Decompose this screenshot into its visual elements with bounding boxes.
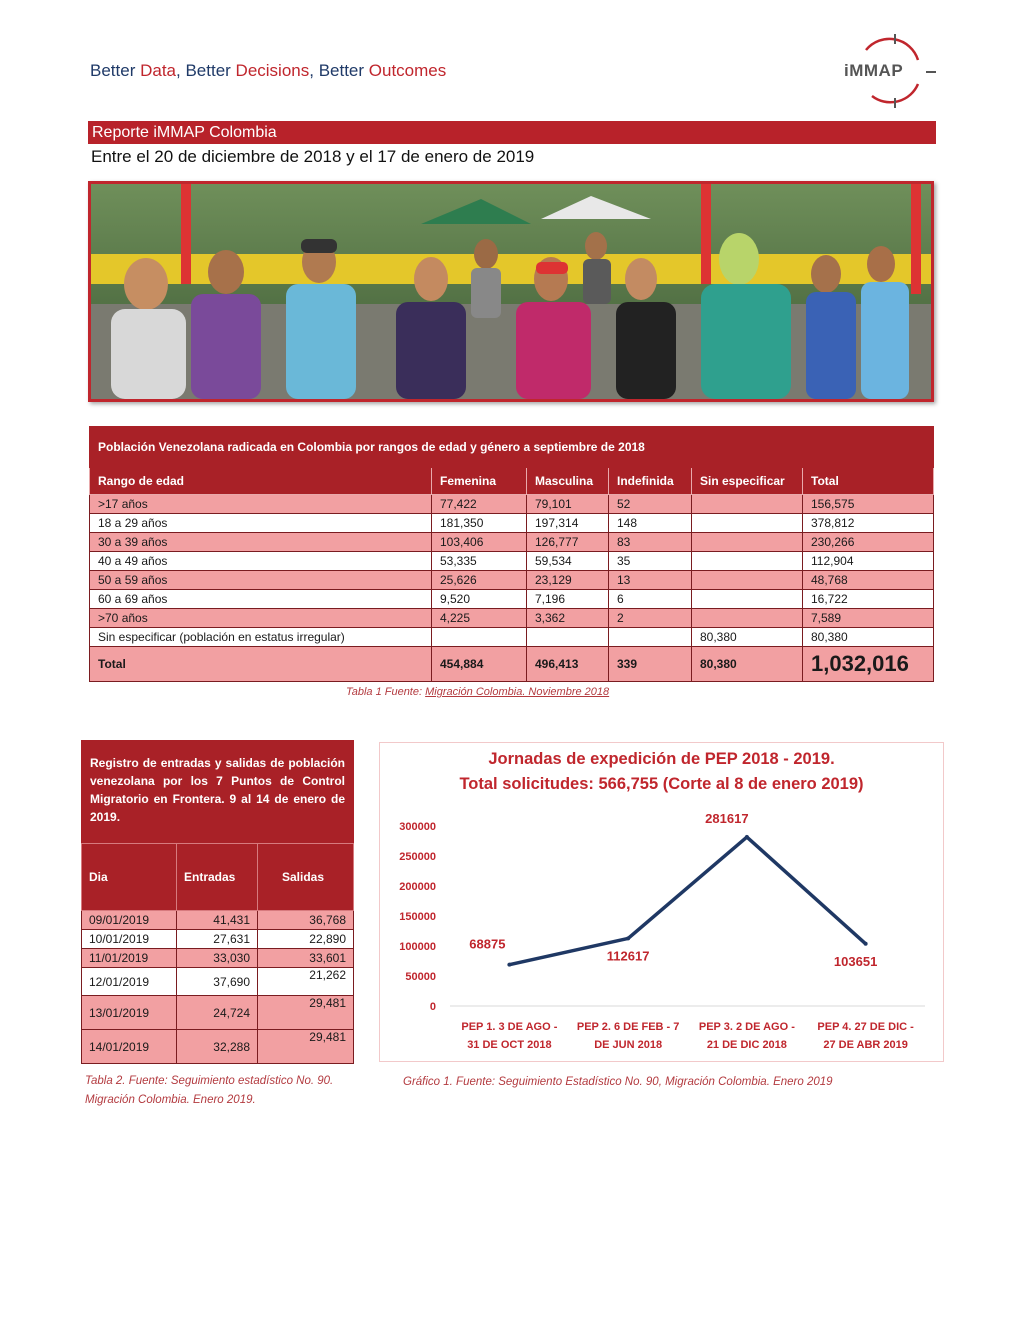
data-label: 103651 bbox=[833, 953, 878, 969]
table-row bbox=[90, 628, 934, 647]
table2-source: Tabla 2. Fuente: Seguimiento estadístico No. 90. Migración Colombia. Enero 2019. bbox=[85, 1075, 334, 1106]
col-header: Dia bbox=[82, 844, 177, 911]
x-tick-label: PEP 2. 6 DE FEB - 7 bbox=[576, 1021, 680, 1033]
cell bbox=[692, 533, 803, 552]
col-header: Femenina bbox=[432, 468, 527, 495]
x-tick-label: 21 DE DIC 2018 bbox=[706, 1039, 787, 1051]
col-header: Sin especificar bbox=[692, 468, 803, 495]
table-row bbox=[82, 1030, 354, 1064]
cell: 52 bbox=[609, 495, 692, 514]
cell: 3,362 bbox=[527, 609, 609, 628]
crowd-photo bbox=[88, 181, 934, 402]
tagline-part: Outcomes bbox=[368, 61, 447, 80]
cell: 25,626 bbox=[432, 571, 527, 590]
x-tick-label: PEP 3. 2 DE AGO - bbox=[698, 1021, 795, 1033]
cell: 16,722 bbox=[803, 590, 934, 609]
cell: 230,266 bbox=[803, 533, 934, 552]
tagline bbox=[90, 61, 446, 81]
data-point bbox=[864, 942, 868, 946]
tagline-part: , Better bbox=[309, 61, 369, 80]
cell: 11/01/2019 bbox=[82, 949, 177, 968]
col-header: Salidas bbox=[258, 844, 354, 911]
cell: 10/01/2019 bbox=[82, 930, 177, 949]
cell: 27,631 bbox=[177, 930, 258, 949]
table-row bbox=[90, 590, 934, 609]
y-tick-label: 300000 bbox=[399, 821, 436, 833]
cell: 23,129 bbox=[527, 571, 609, 590]
cell: 33,601 bbox=[258, 949, 354, 968]
y-tick-label: 100000 bbox=[399, 941, 436, 953]
cell: 13/01/2019 bbox=[82, 996, 177, 1030]
data-point bbox=[507, 963, 511, 967]
table2-title: Registro de entradas y salidas de población venezolana por los 7 Puntos de Control Migratorio en Frontera. 9 al 14 de enero de 2019. bbox=[81, 740, 354, 844]
cell: 77,422 bbox=[432, 495, 527, 514]
cell: 35 bbox=[609, 552, 692, 571]
cell: 148 bbox=[609, 514, 692, 533]
x-tick-label: DE JUN 2018 bbox=[594, 1039, 663, 1051]
cell bbox=[692, 552, 803, 571]
cell: 59,534 bbox=[527, 552, 609, 571]
source-link[interactable]: Migración Colombia. Noviembre 2018 bbox=[425, 686, 610, 698]
x-tick-label: 31 DE OCT 2018 bbox=[467, 1039, 552, 1051]
pep-chart bbox=[379, 742, 944, 1062]
data-point bbox=[626, 936, 630, 940]
x-tick-label: PEP 4. 27 DE DIC - bbox=[817, 1021, 914, 1033]
cell bbox=[692, 495, 803, 514]
cell: 29,481 bbox=[258, 996, 354, 1030]
table-row bbox=[82, 911, 354, 930]
cell: 36,768 bbox=[258, 911, 354, 930]
cell: 12/01/2019 bbox=[82, 968, 177, 996]
cell: >17 años bbox=[90, 495, 432, 514]
table-row bbox=[90, 609, 934, 628]
cell bbox=[432, 628, 527, 647]
col-header: Rango de edad bbox=[90, 468, 432, 495]
cell: 13 bbox=[609, 571, 692, 590]
col-header: Total bbox=[803, 468, 934, 495]
chart-plot bbox=[380, 743, 943, 1061]
cell: 40 a 49 años bbox=[90, 552, 432, 571]
cell: 37,690 bbox=[177, 968, 258, 996]
col-header: Masculina bbox=[527, 468, 609, 495]
table-row bbox=[82, 930, 354, 949]
cell: 156,575 bbox=[803, 495, 934, 514]
table1-source bbox=[346, 686, 609, 698]
cell: 80,380 bbox=[803, 628, 934, 647]
series-line bbox=[509, 837, 865, 965]
cell: 33,030 bbox=[177, 949, 258, 968]
cell: 83 bbox=[609, 533, 692, 552]
table-row bbox=[90, 533, 934, 552]
cell: 454,884 bbox=[432, 647, 527, 682]
cell: 378,812 bbox=[803, 514, 934, 533]
logo-text: iMMAP bbox=[844, 61, 904, 80]
cell: 30 a 39 años bbox=[90, 533, 432, 552]
grand-total: 1,032,016 bbox=[803, 647, 934, 682]
crowd-image bbox=[91, 184, 931, 399]
cell: 24,724 bbox=[177, 996, 258, 1030]
cell: 80,380 bbox=[692, 647, 803, 682]
table-row bbox=[90, 571, 934, 590]
x-tick-label: PEP 1. 3 DE AGO - bbox=[461, 1021, 558, 1033]
col-header: Entradas bbox=[177, 844, 258, 911]
y-tick-label: 0 bbox=[429, 1001, 436, 1013]
cell: 53,335 bbox=[432, 552, 527, 571]
cell: 79,101 bbox=[527, 495, 609, 514]
tagline-part: Better bbox=[90, 61, 141, 80]
table-row bbox=[90, 514, 934, 533]
y-tick-label: 50000 bbox=[405, 971, 436, 983]
y-tick-label: 200000 bbox=[399, 881, 436, 893]
cell: 18 a 29 años bbox=[90, 514, 432, 533]
cell: 103,406 bbox=[432, 533, 527, 552]
immap-logo bbox=[836, 32, 940, 110]
cell: 126,777 bbox=[527, 533, 609, 552]
table-row bbox=[82, 949, 354, 968]
cell: 21,262 bbox=[258, 968, 354, 996]
cell: Total bbox=[90, 647, 432, 682]
data-label: 68875 bbox=[469, 936, 506, 952]
migration-table bbox=[81, 843, 354, 1064]
cell: 197,314 bbox=[527, 514, 609, 533]
cell: 14/01/2019 bbox=[82, 1030, 177, 1064]
cell bbox=[527, 628, 609, 647]
cell: 339 bbox=[609, 647, 692, 682]
data-point bbox=[745, 835, 749, 839]
y-tick-label: 250000 bbox=[399, 851, 436, 863]
report-title: Reporte iMMAP Colombia bbox=[88, 121, 936, 144]
tagline-part: Decisions bbox=[235, 61, 310, 80]
data-label: 112617 bbox=[606, 948, 650, 964]
cell: 60 a 69 años bbox=[90, 590, 432, 609]
table1-caption: Población Venezolana radicada en Colombia por rangos de edad y género a septiembre de 2018 bbox=[90, 427, 934, 468]
x-tick-label: 27 DE ABR 2019 bbox=[823, 1039, 908, 1051]
cell: 7,196 bbox=[527, 590, 609, 609]
cell: 50 a 59 años bbox=[90, 571, 432, 590]
table-row bbox=[90, 495, 934, 514]
cell: 32,288 bbox=[177, 1030, 258, 1064]
chart-source: Gráfico 1. Fuente: Seguimiento Estadístico No. 90, Migración Colombia. Enero 2019 bbox=[403, 1076, 833, 1088]
table-row bbox=[82, 996, 354, 1030]
source-prefix: Tabla 1 Fuente: bbox=[346, 686, 426, 698]
cell: 29,481 bbox=[258, 1030, 354, 1064]
cell: 22,890 bbox=[258, 930, 354, 949]
cell: 80,380 bbox=[692, 628, 803, 647]
cell: 4,225 bbox=[432, 609, 527, 628]
cell: Sin especificar (población en estatus irregular) bbox=[90, 628, 432, 647]
cell: 496,413 bbox=[527, 647, 609, 682]
table-row bbox=[82, 968, 354, 996]
cell: 09/01/2019 bbox=[82, 911, 177, 930]
cell: 48,768 bbox=[803, 571, 934, 590]
tagline-part: , Better bbox=[176, 61, 236, 80]
population-table bbox=[89, 426, 934, 682]
cell: 9,520 bbox=[432, 590, 527, 609]
cell: >70 años bbox=[90, 609, 432, 628]
data-label: 281617 bbox=[705, 811, 749, 827]
report-subtitle: Entre el 20 de diciembre de 2018 y el 17 de enero de 2019 bbox=[91, 147, 535, 166]
tagline-part: Data bbox=[140, 61, 177, 80]
col-header: Indefinida bbox=[609, 468, 692, 495]
cell bbox=[692, 514, 803, 533]
table-row bbox=[90, 552, 934, 571]
cell bbox=[692, 590, 803, 609]
cell bbox=[692, 571, 803, 590]
cell bbox=[692, 609, 803, 628]
cell: 6 bbox=[609, 590, 692, 609]
total-row bbox=[90, 647, 934, 682]
cell: 112,904 bbox=[803, 552, 934, 571]
chart-title-line2: Total solicitudes: 566,755 (Corte al 8 de enero 2019) bbox=[459, 775, 864, 793]
cell bbox=[609, 628, 692, 647]
cell: 7,589 bbox=[803, 609, 934, 628]
cell: 2 bbox=[609, 609, 692, 628]
cell: 181,350 bbox=[432, 514, 527, 533]
cell: 41,431 bbox=[177, 911, 258, 930]
chart-title-line1: Jornadas de expedición de PEP 2018 - 2019. bbox=[488, 750, 835, 768]
y-tick-label: 150000 bbox=[399, 911, 436, 923]
